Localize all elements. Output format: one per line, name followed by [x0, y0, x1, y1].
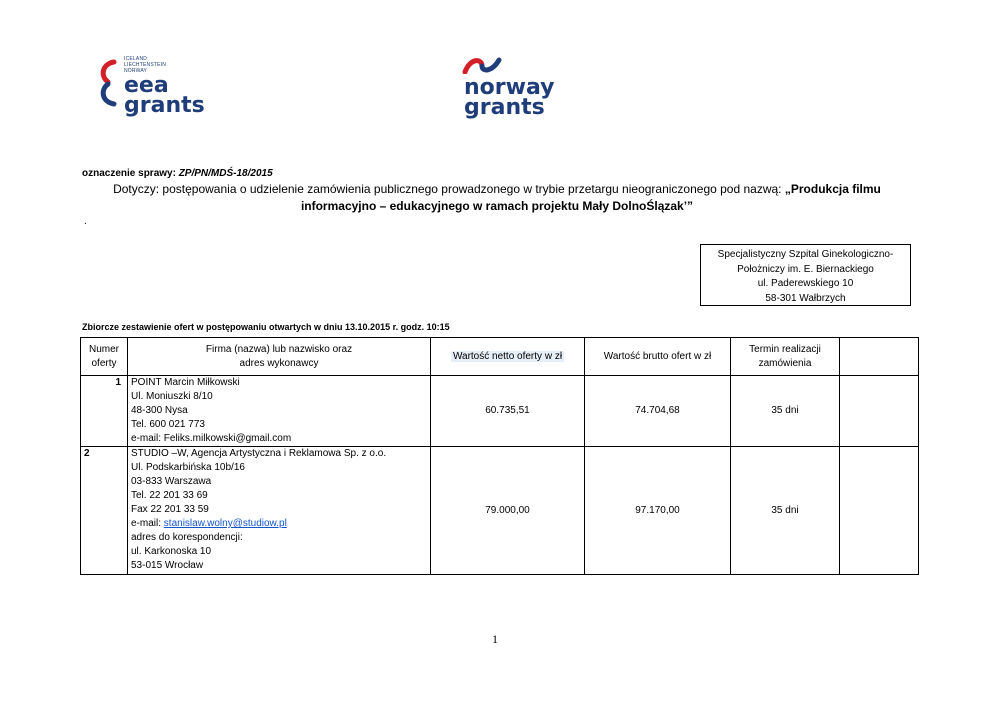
case-reference [82, 168, 273, 179]
recipient-line: Położniczy im. E. Biernackiego [737, 263, 874, 275]
header-gross-value: Wartość brutto ofert w zł [585, 338, 731, 376]
subject-prefix: Dotyczy: postępowania o udzielenie zamówienia publicznego prowadzonego w trybie przetargu nieograniczonego pod nazwą: [113, 182, 782, 196]
offer-gross-value: 74.704,68 [585, 376, 731, 447]
recipient-line: Specjalistyczny Szpital Ginekologiczno- [717, 249, 894, 260]
recipient-line: ul. Paderewskiego 10 [757, 278, 854, 289]
offer-extra [840, 447, 919, 575]
table-header-row [81, 338, 919, 376]
email-link[interactable]: stanislaw.wolny@studiow.pl [163, 518, 287, 529]
eea-grants-logo [96, 56, 206, 120]
header-firm: Firma (nazwa) lub nazwisko oraz adres wykonawcy [128, 338, 431, 376]
eea-logo-grants: grants [124, 93, 205, 118]
offer-term: 35 dni [731, 447, 840, 575]
offers-table [80, 337, 919, 575]
recipient-address-box [700, 244, 911, 306]
norway-grants-logo [462, 56, 562, 122]
eea-swirl-icon [96, 58, 120, 108]
header-offer-number: Numer oferty [81, 338, 128, 376]
offer-net-value: 79.000,00 [431, 447, 585, 575]
header-extra [840, 338, 919, 376]
summary-heading: Zbiorcze zestawienie ofert w postępowaniu otwartych w dniu 13.10.2015 r. godz. 10:15 [82, 322, 450, 332]
offer-extra [840, 376, 919, 447]
offer-net-value: 60.735,51 [431, 376, 585, 447]
recipient-line: 58-301 Wałbrzych [765, 292, 846, 304]
subject-title-part1: „Produkcja filmu [784, 182, 881, 196]
page-number: 1 [492, 632, 498, 646]
subject [82, 181, 912, 215]
eea-country-iceland: ICELAND [124, 56, 148, 62]
norway-arc-icon [462, 56, 502, 74]
case-number: ZP/PN/MDŚ-18/2015 [178, 168, 273, 179]
offer-firm: POINT Marcin Miłkowski Ul. Moniuszki 8/10 48-300 Nysa Tel. 600 021 773 e-mail: Feliks.milkowski@gmail.com [128, 376, 431, 447]
table-row [81, 447, 919, 575]
case-label: oznaczenie sprawy: [82, 168, 176, 179]
dot: . [84, 216, 87, 227]
norway-logo-grants: grants [464, 95, 545, 120]
header-net-value: Wartość netto oferty w zł [431, 338, 585, 376]
eea-country-norway: NORWAY [124, 68, 148, 74]
offer-number: 2 [81, 447, 128, 575]
header-term: Termin realizacji zamówienia [731, 338, 840, 376]
offer-number: 1 [81, 376, 128, 447]
offer-gross-value: 97.170,00 [585, 447, 731, 575]
offer-term: 35 dni [731, 376, 840, 447]
eea-country-liechtenstein: LIECHTENSTEIN [124, 62, 167, 68]
subject-title-part2: informacyjno – edukacyjnego w ramach projektu Mały DolnoŚlązak’” [300, 199, 694, 213]
norway-logo-word: norway [464, 75, 555, 100]
table-row [81, 376, 919, 447]
offer-firm: STUDIO –W, Agencja Artystyczna i Reklamowa Sp. z o.o. Ul. Podskarbińska 10b/16 03-833 Warszawa Tel. 22 201 33 69 Fax 22 201 33 59 e-mail: stanislaw.wolny@studiow.pl adres do korespondencji: ul. Karkonoska 10 53-015 Wrocław [128, 447, 431, 575]
eea-logo-word: eea [124, 73, 169, 98]
